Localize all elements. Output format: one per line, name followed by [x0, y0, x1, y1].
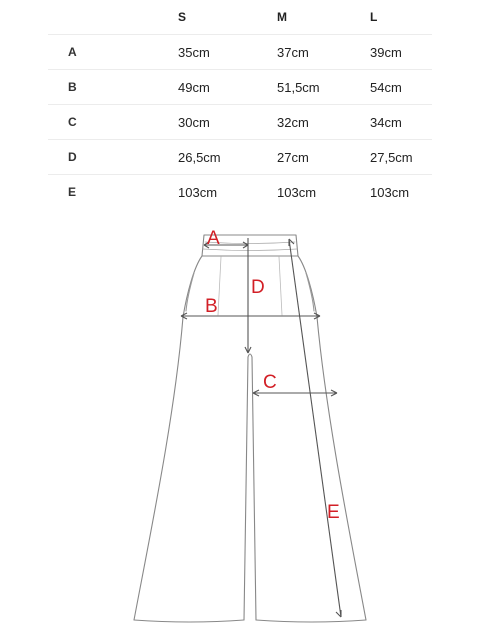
row-label: E [68, 185, 77, 199]
table-row [48, 70, 432, 105]
cell-s: 30cm [178, 115, 210, 130]
trousers-outline [134, 235, 366, 622]
row-label: C [68, 115, 77, 129]
cell-m: 32cm [277, 115, 309, 130]
cell-m: 103cm [277, 185, 317, 200]
cell-s: 49cm [178, 80, 210, 95]
cell-l: 103cm [370, 185, 410, 200]
cell-s: 35cm [178, 45, 210, 60]
cell-s: 103cm [178, 185, 218, 200]
cell-l: 34cm [370, 115, 402, 130]
header-size-s: S [178, 10, 187, 24]
cell-l: 27,5cm [370, 150, 413, 165]
cell-l: 39cm [370, 45, 402, 60]
label-b: B [205, 296, 218, 317]
trousers-diagram [0, 205, 480, 639]
row-label: A [68, 45, 77, 59]
header-size-m: M [277, 10, 287, 24]
cell-m: 27cm [277, 150, 309, 165]
cell-m: 37cm [277, 45, 309, 60]
row-label: D [68, 150, 77, 164]
header-size-l: L [370, 10, 378, 24]
table-header-row [48, 0, 432, 35]
table-row [48, 140, 432, 175]
label-e: E [327, 502, 340, 523]
cell-l: 54cm [370, 80, 402, 95]
cell-s: 26,5cm [178, 150, 221, 165]
row-label: B [68, 80, 77, 94]
cell-m: 51,5cm [277, 80, 320, 95]
table-row [48, 35, 432, 70]
label-d: D [251, 277, 265, 298]
label-a: A [207, 228, 220, 249]
label-c: C [263, 372, 277, 393]
table-row [48, 105, 432, 140]
